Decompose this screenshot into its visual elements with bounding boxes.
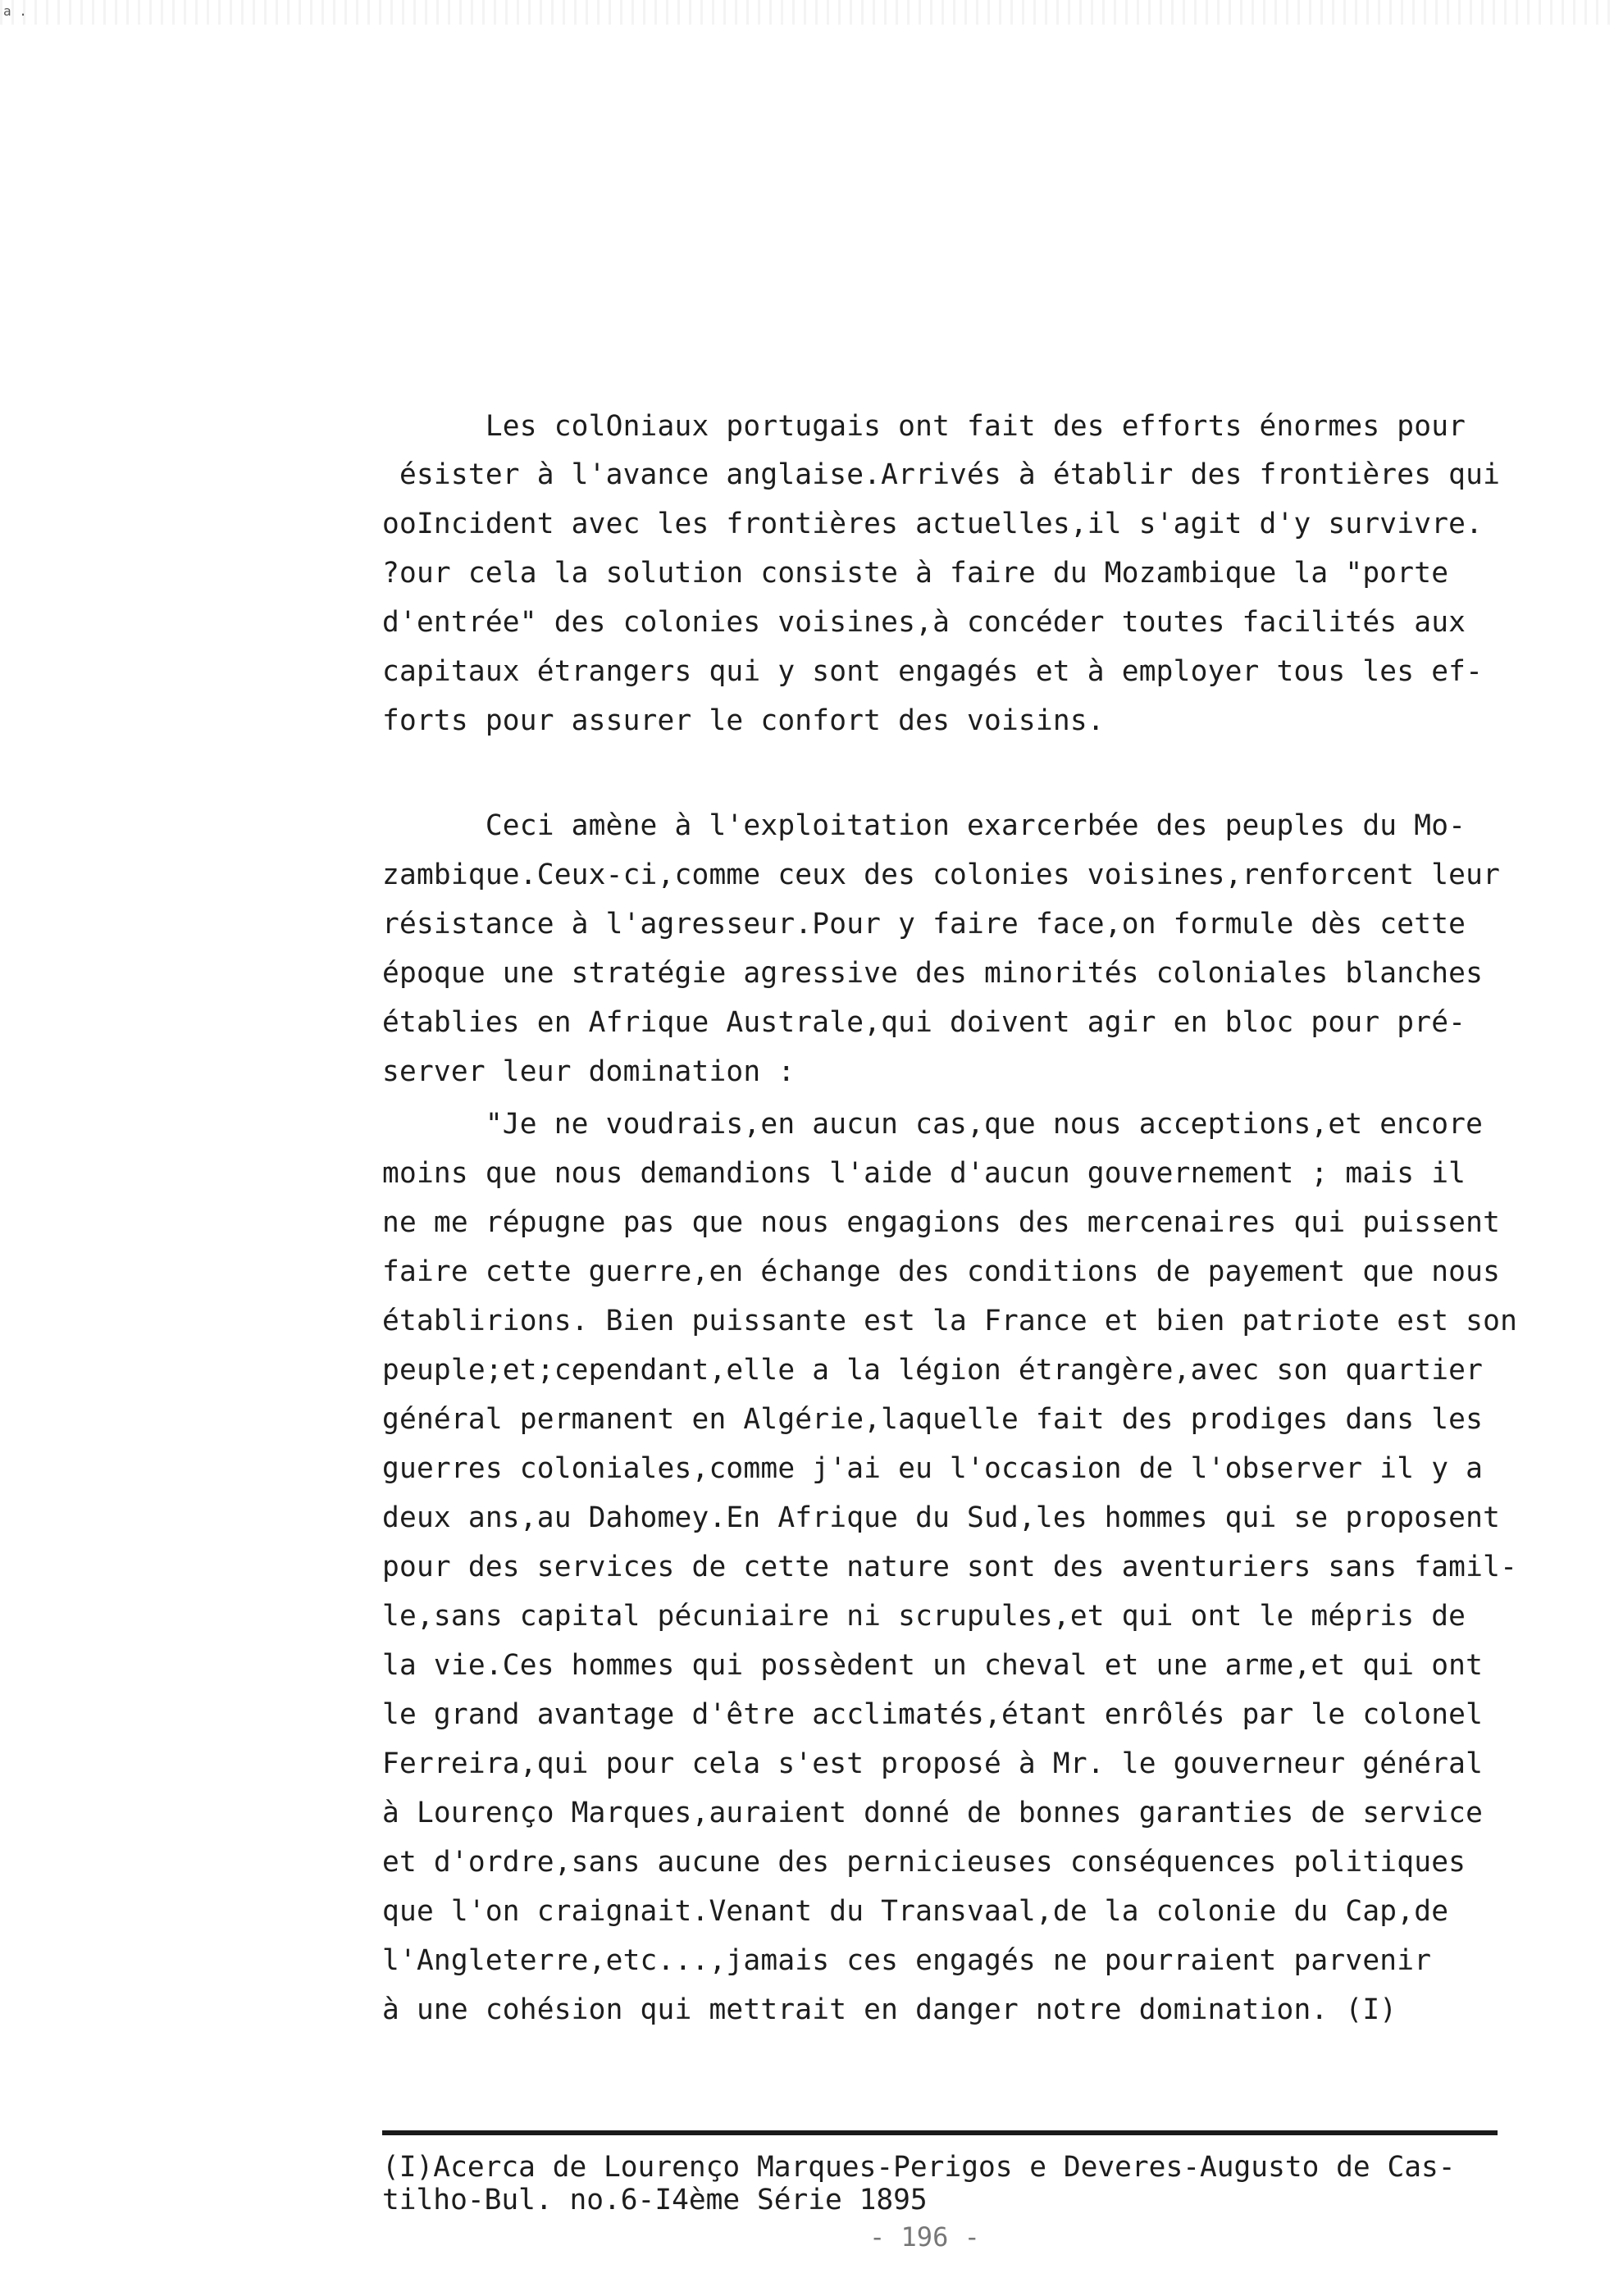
quote-line: Ferreira,qui pour cela s'est proposé à Mr. le gouverneur général — [382, 1747, 1484, 1780]
quote-line: que l'on craignait.Venant du Transvaal,de la colonie du Cap,de — [382, 1895, 1449, 1928]
paragraph1-line: forts pour assurer le confort des voisins. — [382, 704, 1105, 737]
quote-line: moins que nous demandions l'aide d'aucun gouvernement ; mais il — [382, 1157, 1466, 1190]
quote-line: à Lourenço Marques,auraient donné de bonnes garanties de service — [382, 1797, 1484, 1829]
quote-line: faire cette guerre,en échange des conditions de payement que nous — [382, 1255, 1501, 1288]
quote-line: et d'ordre,sans aucune des pernicieuses conséquences politiques — [382, 1846, 1466, 1879]
paragraph2-line: zambique.Ceux-ci,comme ceux des colonies voisines,renforcent leur — [382, 859, 1501, 891]
paragraph2-line: résistance à l'agresseur.Pour y faire face,on formule dès cette — [382, 908, 1466, 941]
scan-artifact-top — [0, 0, 1614, 25]
paragraph1-line: ésister à l'avance anglaise.Arrivés à établir des frontières qui — [382, 458, 1501, 491]
paragraph1-line: ?our cela la solution consiste à faire du Mozambique la "porte — [382, 557, 1449, 590]
paragraph1-line: capitaux étrangers qui y sont engagés et à employer tous les ef- — [382, 655, 1484, 688]
quote-line: à une cohésion qui mettrait en danger notre domination. (I) — [382, 1993, 1397, 2026]
quote-line: peuple;et;cependant,elle a la légion étrangère,avec son quartier — [382, 1354, 1484, 1387]
quote-line: ne me répugne pas que nous engagions des mercenaires qui puissent — [382, 1206, 1501, 1239]
paragraph2-line: époque une stratégie agressive des minorités coloniales blanches — [382, 957, 1484, 990]
quote-line: guerres coloniales,comme j'ai eu l'occasion de l'observer il y a — [382, 1452, 1484, 1485]
footnote-line: tilho-Bul. no.6-I4ème Série 1895 — [382, 2184, 928, 2216]
quote-line: le grand avantage d'être acclimatés,étant enrôlés par le colonel — [382, 1698, 1484, 1731]
quote-line: "Je ne voudrais,en aucun cas,que nous acceptions,et encore — [382, 1108, 1484, 1141]
footnote-divider — [382, 2130, 1498, 2135]
quote-line: général permanent en Algérie,laquelle fait des prodiges dans les — [382, 1403, 1484, 1436]
paragraph1-line: ooIncident avec les frontières actuelles,il s'agit d'y survivre. — [382, 508, 1484, 540]
paragraph2-line: établies en Afrique Australe,qui doivent agir en bloc pour pré- — [382, 1006, 1466, 1039]
quote-line: établirions. Bien puissante est la France et bien patriote est son — [382, 1305, 1518, 1337]
quote-line: deux ans,au Dahomey.En Afrique du Sud,les hommes qui se proposent — [382, 1501, 1501, 1534]
quote-line: le,sans capital pécuniaire ni scrupules,et qui ont le mépris de — [382, 1600, 1466, 1633]
footnote-line: (I)Acerca de Lourenço Marques-Perigos e Deveres-Augusto de Cas- — [382, 2151, 1456, 2184]
paragraph2-line: server leur domination : — [382, 1055, 796, 1088]
paragraph2-line: Ceci amène à l'exploitation exarcerbée des peuples du Mo- — [382, 809, 1466, 842]
quote-line: pour des services de cette nature sont des aventuriers sans famil- — [382, 1551, 1518, 1583]
quote-line: l'Angleterre,etc...,jamais ces engagés ne pourraient parvenir — [382, 1944, 1432, 1977]
page-number: - 196 - — [869, 2221, 980, 2253]
paragraph1-line: Les colOniaux portugais ont fait des efforts énormes pour — [382, 410, 1466, 443]
scan-edge-mark: a . — [3, 3, 27, 19]
quote-line: la vie.Ces hommes qui possèdent un cheval et une arme,et qui ont — [382, 1649, 1484, 1682]
paragraph1-line: d'entrée" des colonies voisines,à concéder toutes facilités aux — [382, 606, 1466, 639]
